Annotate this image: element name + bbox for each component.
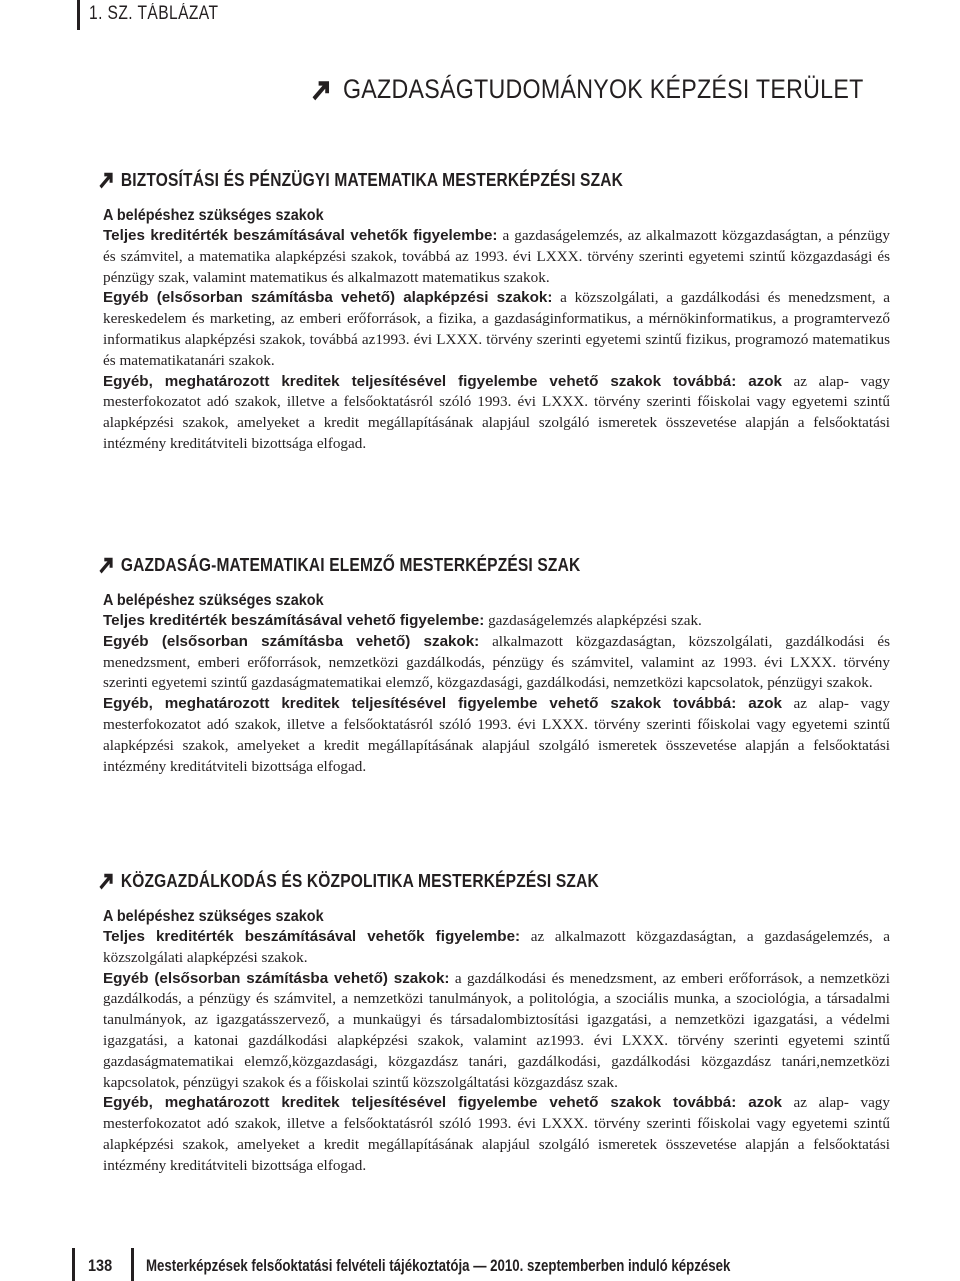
paragraph-text: az alkalmazott közgazdaságtan, a gazdaságelemzés, a közszolgálati alapképzési szakok. <box>103 928 890 966</box>
paragraph <box>103 611 890 632</box>
paragraph <box>103 632 890 694</box>
table-label: 1. SZ. TÁBLÁZAT <box>89 3 219 24</box>
program-title <box>99 168 763 192</box>
paragraph-lead: Teljes kreditérték beszámításával vehető figyelembe: <box>103 612 485 629</box>
arrow-icon <box>99 556 114 574</box>
paragraph-lead: Egyéb, meghatározott kreditek teljesítésével figyelembe vehető szakok továbbá: azok <box>103 1094 782 1112</box>
paragraph-text: az alap- vagy mesterfokozatot adó szakok, illetve a felsőoktatásról szóló 1993. évi LXXX. törvény szerinti főiskolai vagy egyetemi szintű alapképzési szakok, amelyeket a kredit megállapításának alapjául szolgáló ismeretek összevetése alapján a felsőoktatási intézmény kreditátviteli bizottsága elfogad. <box>103 372 890 452</box>
footer-rule-right <box>131 1248 134 1281</box>
program-block <box>103 553 890 777</box>
paragraph <box>103 927 890 969</box>
paragraph-lead: Teljes kreditérték beszámításával vehetők figyelembe: <box>103 227 498 244</box>
paragraph <box>103 226 890 288</box>
paragraph-lead: Egyéb (elsősorban számításba vehető) alapképzési szakok: <box>103 289 553 307</box>
program-block <box>103 869 890 1177</box>
paragraph <box>103 1093 890 1176</box>
paragraph <box>103 288 890 371</box>
paragraph-text: a gazdaságelemzés, az alkalmazott közgazdaságtan, a pénzügy és számvitel, a matematika alapképzési szakok, továbbá az 1993. évi LXXX. törvény szerinti egyetemi szintű közgazdasági és pénzügy szak, valamint matematikus és alkalmazott matematikus szakok. <box>103 227 890 286</box>
paragraph <box>103 969 890 1094</box>
program-block <box>103 168 890 455</box>
program-title-text: GAZDASÁG-MATEMATIKAI ELEMZŐ MESTERKÉPZÉSI SZAK <box>120 553 581 575</box>
paragraph-text: gazdaságelemzés alapképzési szak. <box>484 612 702 629</box>
requirements-heading: A belépéshez szükséges szakok <box>103 908 324 925</box>
paragraph <box>103 694 890 777</box>
paragraph-text: az alap- vagy mesterfokozatot adó szakok, illetve a felsőoktatásról szóló 1993. évi LXXX. törvény szerinti főiskolai vagy egyetemi szintű alapképzési szakok, amelyeket a kredit megállapításának alapjául szolgáló ismeretek összevetése alapján a felsőoktatási intézmény kreditátviteli bizottsága elfogad. <box>103 1094 890 1174</box>
program-title <box>99 869 763 893</box>
paragraph-lead: Teljes kreditérték beszámításával vehetők figyelembe: <box>103 928 521 945</box>
section-title-text: GAZDASÁGTUDOMÁNYOK KÉPZÉSI TERÜLET <box>342 74 864 104</box>
requirements-heading: A belépéshez szükséges szakok <box>103 207 324 224</box>
paragraph <box>103 372 890 455</box>
arrow-icon <box>99 171 114 189</box>
paragraph-lead: Egyéb, meghatározott kreditek teljesítésével figyelembe vehető szakok továbbá: azok <box>103 372 782 390</box>
program-title-text: KÖZGAZDÁLKODÁS ÉS KÖZPOLITIKA MESTERKÉPZÉSI SZAK <box>120 869 599 891</box>
paragraph-lead: Egyéb (elsősorban számításba vehető) szakok: <box>103 969 450 987</box>
paragraph-text: a gazdálkodási és menedzsment, az emberi erőforrások, a nemzetközi gazdálkodás, a pénzügy és számvitel, a nemzetközi tanulmányok, a politológia, a szociális munka, a szociológia, a társadalmi tanulmányok, az igazgatásszervező, a munkaügyi és társadalombiztosítási igazgatási, a nemzetközi igazgatási, a védelmi igazgatási, a katonai gazdálkodási alapképzési szakok, valamint az1993. évi LXXX. törvény szerinti egyetemi szintű gazdaságmatematikai elemző,közgazdasági, közgazdász tanári, gazdálkodási, gazdálkodási közgazdász tanári,nemzetközi kapcsolatok, pénzügyi szakok és a főiskolai szintű közszolgáltatási közgazdász szak. <box>103 969 890 1091</box>
paragraph-text: alkalmazott közgazdaságtan, közszolgálati, gazdálkodási és menedzsment, emberi erőforrások, nemzetközi gazdálkodás, pénzügy és számvitel, valamint az 1993. évi LXXX. törvény szerinti egyetemi szintű gazdaságmatematikai elemző, közgazdasági, gazdálkodási, nemzetközi kapcsolatok, pénzügyi szakok. <box>103 632 890 692</box>
header-rule <box>77 0 80 30</box>
paragraph-lead: Egyéb (elsősorban számításba vehető) szakok: <box>103 632 480 650</box>
program-title <box>99 553 763 577</box>
requirements-heading: A belépéshez szükséges szakok <box>103 592 324 609</box>
arrow-icon <box>312 79 331 101</box>
paragraph-lead: Egyéb, meghatározott kreditek teljesítésével figyelembe vehető szakok továbbá: azok <box>103 695 782 713</box>
paragraph-text: a közszolgálati, a gazdálkodási és menedzsment, a kereskedelem és marketing, az emberi erőforrások, a fizika, a gazdaságinformatikus, a mérnökinformatikus, a programtervező informatikus alapképzési szakok, továbbá az1993. évi LXXX. törvény szerinti egyetemi szintű fizikus, programozó matematikus és matematikatanári szakok. <box>103 289 890 369</box>
page-number: 138 <box>88 1256 113 1275</box>
arrow-icon <box>99 872 114 890</box>
footer-title: Mesterképzések felsőoktatási felvételi tájékoztatója — 2010. szeptemberben induló képzések <box>146 1256 731 1275</box>
paragraph-text: az alap- vagy mesterfokozatot adó szakok, illetve a felsőoktatásról szóló 1993. évi LXXX. törvény szerinti főiskolai vagy egyetemi szintű alapképzési szakok, amelyeket a kredit megállapításának alapjául szolgáló ismeretek összevetése alapján a felsőoktatási intézmény kreditátviteli bizottsága elfogad. <box>103 695 890 775</box>
footer-rule-left <box>72 1248 75 1281</box>
section-title <box>312 74 864 105</box>
program-title-text: BIZTOSÍTÁSI ÉS PÉNZÜGYI MATEMATIKA MESTERKÉPZÉSI SZAK <box>120 168 624 190</box>
